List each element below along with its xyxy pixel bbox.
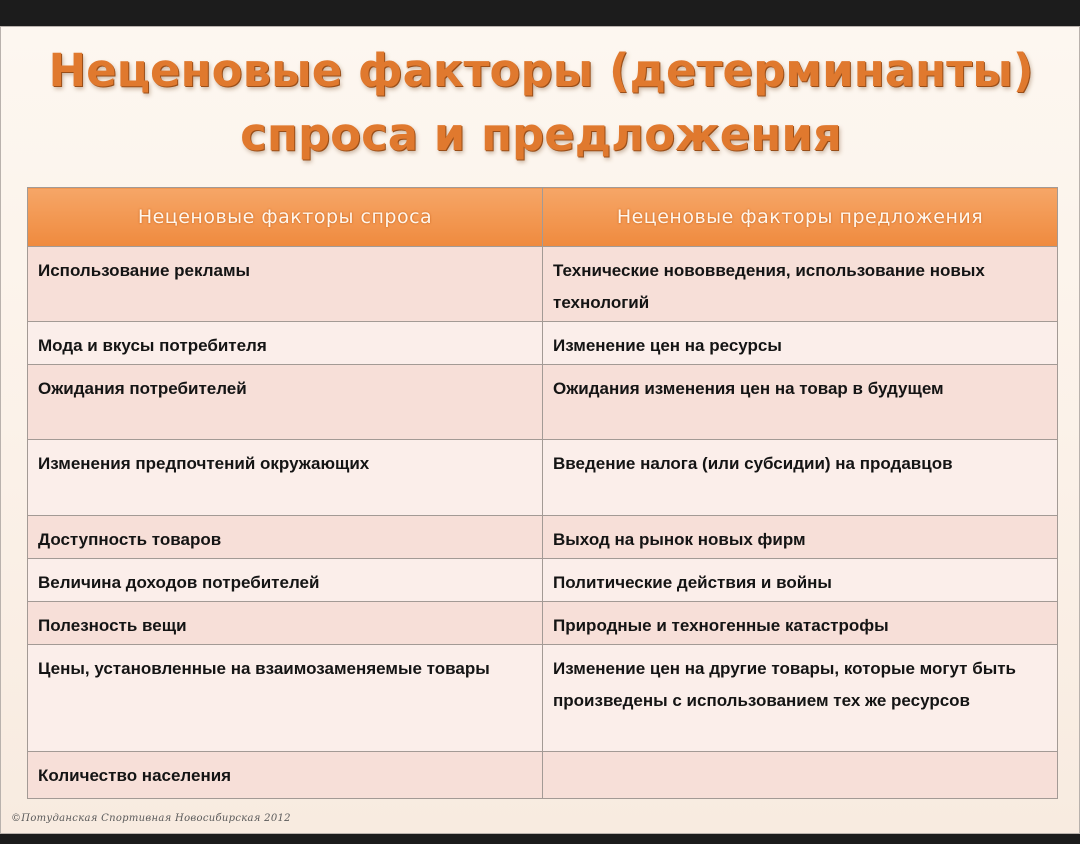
- factors-table: [27, 187, 1058, 799]
- table-header-row: [28, 188, 1058, 247]
- demand-cell: Мода и вкусы потребителя: [28, 322, 543, 365]
- header-supply: Неценовые факторы предложения: [543, 188, 1058, 247]
- table-row: [28, 440, 1058, 516]
- supply-cell: Ожидания изменения цен на товар в будущем: [543, 365, 1058, 440]
- table-row: [28, 602, 1058, 645]
- supply-cell: Введение налога (или субсидии) на продавцов: [543, 440, 1058, 516]
- supply-cell: Технические нововведения, использование новых технологий: [543, 247, 1058, 322]
- author-credit: ©Потуданская Спортивная Новосибирская 2012: [11, 813, 291, 824]
- table-row: [28, 516, 1058, 559]
- demand-cell: Изменения предпочтений окружающих: [28, 440, 543, 516]
- supply-cell: Выход на рынок новых фирм: [543, 516, 1058, 559]
- demand-cell: Цены, установленные на взаимозаменяемые товары: [28, 645, 543, 752]
- supply-cell: Природные и техногенные катастрофы: [543, 602, 1058, 645]
- table-row: [28, 365, 1058, 440]
- demand-cell: Ожидания потребителей: [28, 365, 543, 440]
- slide: [0, 26, 1080, 834]
- title-line-2: спроса и предложения: [240, 108, 842, 161]
- supply-cell: Изменение цен на ресурсы: [543, 322, 1058, 365]
- table-row: [28, 645, 1058, 752]
- header-demand: Неценовые факторы спроса: [28, 188, 543, 247]
- table-row: [28, 752, 1058, 799]
- supply-cell: Политические действия и войны: [543, 559, 1058, 602]
- table-row: [28, 322, 1058, 365]
- demand-cell: Количество населения: [28, 752, 543, 799]
- demand-cell: Полезность вещи: [28, 602, 543, 645]
- supply-cell: Изменение цен на другие товары, которые могут быть произведены с использованием тех же ресурсов: [543, 645, 1058, 752]
- demand-cell: Доступность товаров: [28, 516, 543, 559]
- slide-title: [1, 39, 1080, 167]
- title-line-1: Неценовые факторы (детерминанты): [48, 44, 1034, 97]
- table-row: [28, 247, 1058, 322]
- supply-cell: [543, 752, 1058, 799]
- demand-cell: Величина доходов потребителей: [28, 559, 543, 602]
- demand-cell: Использование рекламы: [28, 247, 543, 322]
- table-row: [28, 559, 1058, 602]
